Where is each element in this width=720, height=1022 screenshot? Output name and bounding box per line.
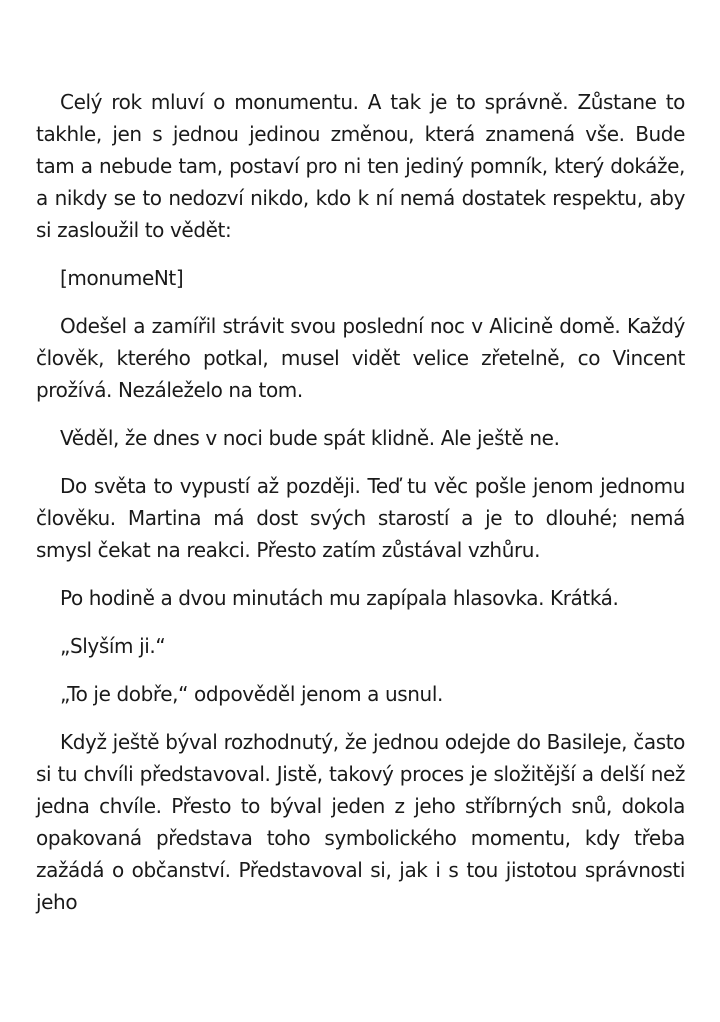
paragraph: „Slyším ji.“ [60,634,166,658]
paragraph: Po hodině a dvou minutách mu zapípala hlasovka. Krátká. [60,586,619,610]
document-page [36,86,685,918]
paragraph: Když ještě býval rozhodnutý, že jednou odejde do Basileje, často si tu chvíli představoval. Jistě, takový proces je složitější a delší než jedna chvíle. Přesto to býval jeden z jeho stříbrných snů, dokola opakovaná představa toho symbolického momentu, kdy třeba zažádá o občanství. Představoval si, jak i s tou jistotou správnosti jeho [36,730,685,914]
paragraph: „To je dobře,“ odpověděl jenom a usnul. [60,682,443,706]
paragraph: [monumeNt] [60,266,184,290]
paragraph: Věděl, že dnes v noci bude spát klidně. Ale ještě ne. [60,426,560,450]
paragraph: Odešel a zamířil strávit svou poslední noc v Alicině domě. Každý člověk, kterého potkal, musel vidět velice zřetelně, co Vincent prožívá. Nezáleželo na tom. [36,314,685,402]
paragraph: Do světa to vypustí až později. Teď tu věc pošle jenom jednomu člověku. Martina má dost svých starostí a je to dlouhé; nemá smysl čekat na reakci. Přesto zatím zůstával vzhůru. [36,474,685,562]
paragraph: Celý rok mluví o monumentu. A tak je to správně. Zůstane to takhle, jen s jednou jedinou změnou, která znamená vše. Bude tam a nebude tam, postaví pro ni ten jediný pomník, který dokáže, a nikdy se to nedozví nikdo, kdo k ní nemá dostatek respektu, aby si zasloužil to vědět: [36,90,685,242]
